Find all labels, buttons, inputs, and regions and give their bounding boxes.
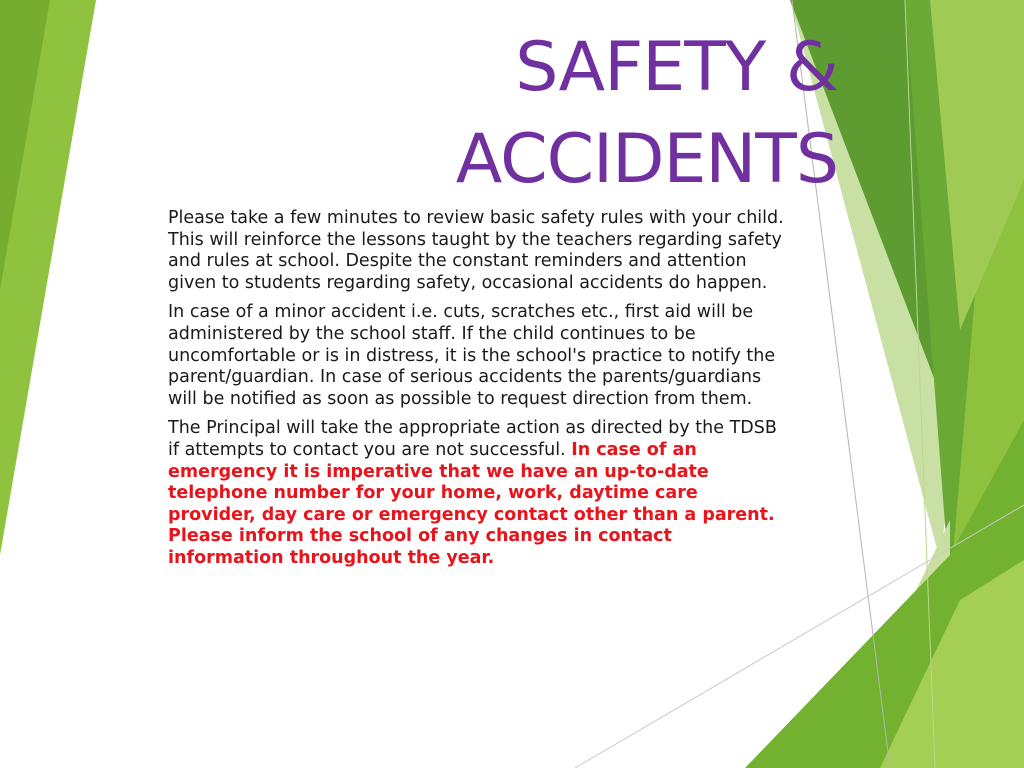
title-line-1: SAFETY & bbox=[515, 28, 838, 107]
slide-body bbox=[168, 208, 788, 578]
paragraph-safety-rules: Please take a few minutes to review basic safety rules with your child. This will reinforce the lessons taught by the teachers regarding safety and rules at school. Despite the constant reminders and attention given to students regarding safety, occasional accidents do happen. bbox=[168, 208, 784, 293]
slide-title bbox=[238, 22, 838, 206]
title-line-2: ACCIDENTS bbox=[455, 120, 838, 199]
paragraph-minor-accidents: In case of a minor accident i.e. cuts, scratches etc., first aid will be administered by the school staff. If the child continues to be uncomfortable or is in distress, it is the school's practice to notify the parent/guardian. In case of serious accidents the parents/guardians will be notified as soon as possible to request direction from them. bbox=[168, 302, 776, 409]
emergency-notice-emphasis: In case of an emergency it is imperative that we have an up-to-date telephone number for your home, work, daytime care provider, day care or emergency contact other than a parent. Please inform the school of any changes in contact information throughout the year. bbox=[168, 439, 775, 568]
paragraph-emergency-contact bbox=[168, 418, 788, 569]
paragraph-emergency-plain: The Principal will take the appropriate action as directed by the TDSB if attempts to contact you are not successful. bbox=[168, 418, 777, 460]
